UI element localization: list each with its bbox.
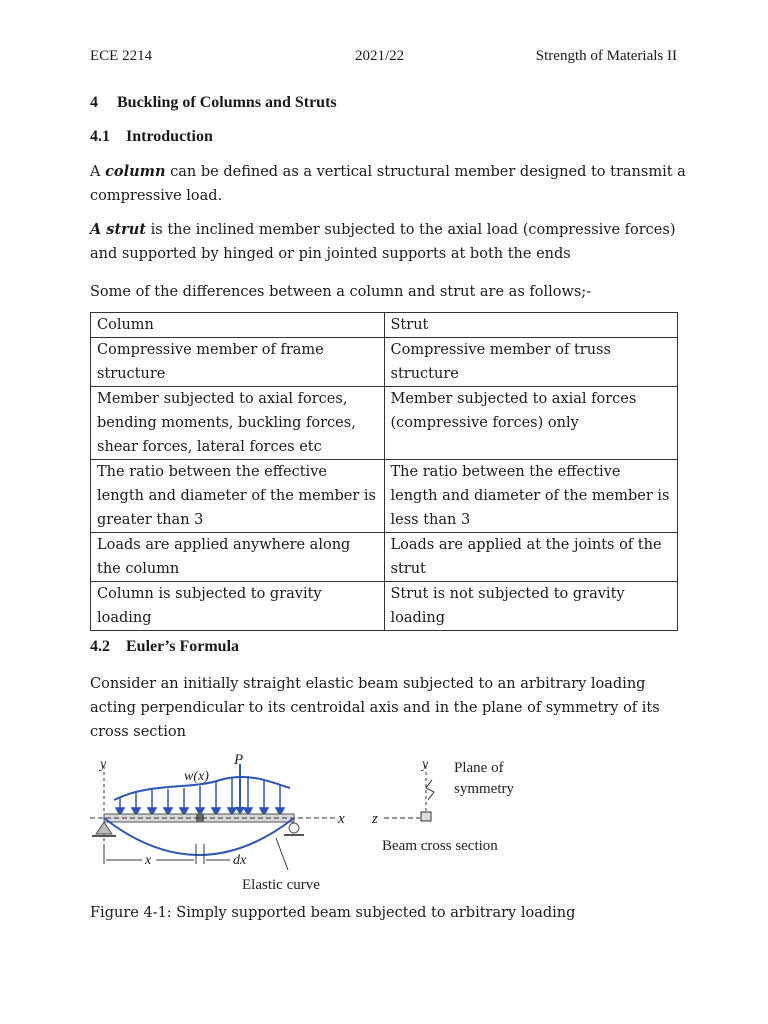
euler-intro: Consider an initially straight elastic beam subjected to an arbitrary loading acting perpendicular to its centroidal axis and in the plane of symmetry of its cross section	[90, 676, 660, 740]
beam-figure	[90, 752, 530, 898]
column-header: Column	[91, 313, 385, 338]
table-cell: Compressive member of truss structure	[384, 338, 678, 387]
table-row	[91, 533, 678, 582]
table-cell: Member subjected to axial forces (compressive forces) only	[384, 387, 678, 460]
table-row	[91, 338, 678, 387]
table-row	[91, 460, 678, 533]
x-dimension-label: x	[145, 853, 152, 868]
elastic-curve-leader	[276, 838, 288, 870]
beam-cross-section-label: Beam cross section	[382, 838, 498, 854]
strut-header: Strut	[384, 313, 678, 338]
distributed-load-label: w(x)	[184, 769, 209, 784]
point-load-label: P	[234, 752, 244, 768]
section-4-1-heading	[90, 128, 213, 146]
section-4-2-heading	[90, 638, 239, 656]
plane-of-symmetry-label: Plane of	[454, 760, 504, 776]
section-4-heading	[90, 94, 337, 112]
table-cell: Column is subjected to gravity loading	[91, 582, 385, 631]
figure-caption: Figure 4-1: Simply supported beam subjected to arbitrary loading	[90, 905, 576, 921]
differences-intro: Some of the differences between a column and strut are as follows;-	[90, 284, 592, 300]
elastic-curve	[104, 818, 294, 855]
table-cell: Loads are applied at the joints of the strut	[384, 533, 678, 582]
table-cell: Strut is not subjected to gravity loading	[384, 582, 678, 631]
section-number: 4	[90, 94, 98, 111]
header-course: ECE 2214	[90, 48, 153, 64]
section-number: 4.1	[90, 128, 110, 145]
section-title: Introduction	[126, 128, 213, 145]
pin-support	[96, 822, 112, 834]
z-axis-label: z	[372, 811, 378, 827]
dx-label: dx	[233, 853, 247, 868]
table-header-row	[91, 313, 678, 338]
header-year: 2021/22	[355, 48, 405, 64]
table-cell: The ratio between the effective length and diameter of the member is less than 3	[384, 460, 678, 533]
y-axis-label: y	[100, 757, 107, 772]
cross-section-y-label: y	[422, 757, 429, 772]
table-cell: Compressive member of frame structure	[91, 338, 385, 387]
elastic-curve-label: Elastic curve	[242, 877, 320, 893]
table-cell: The ratio between the effective length and diameter of the member is greater than 3	[91, 460, 385, 533]
section-title: Buckling of Columns and Struts	[117, 94, 337, 111]
column-prefix: A	[90, 164, 106, 180]
table-cell: Loads are applied anywhere along the column	[91, 533, 385, 582]
strut-definition-text: is the inclined member subjected to the axial load (compressive forces) and supported by hinged or pin jointed supports at both the ends	[90, 222, 676, 262]
table-cell: Member subjected to axial forces, bending moments, buckling forces, shear forces, lateral forces etc	[91, 387, 385, 460]
column-definition-text: can be defined as a vertical structural member designed to transmit a compressive load.	[90, 164, 686, 204]
strut-definition	[90, 218, 690, 266]
column-definition	[90, 160, 690, 208]
plane-of-symmetry-label-2: symmetry	[454, 781, 514, 797]
strut-term: A strut	[90, 221, 147, 238]
table-row	[91, 582, 678, 631]
section-number: 4.2	[90, 638, 110, 655]
header-subject: Strength of Materials II	[535, 48, 677, 64]
section-title: Euler’s Formula	[126, 638, 240, 655]
column-term: column	[105, 163, 166, 180]
table-row	[91, 387, 678, 460]
cross-section-shape	[421, 812, 431, 821]
x-axis-label: x	[338, 811, 345, 827]
roller-support	[289, 823, 299, 833]
comparison-table	[90, 312, 678, 631]
